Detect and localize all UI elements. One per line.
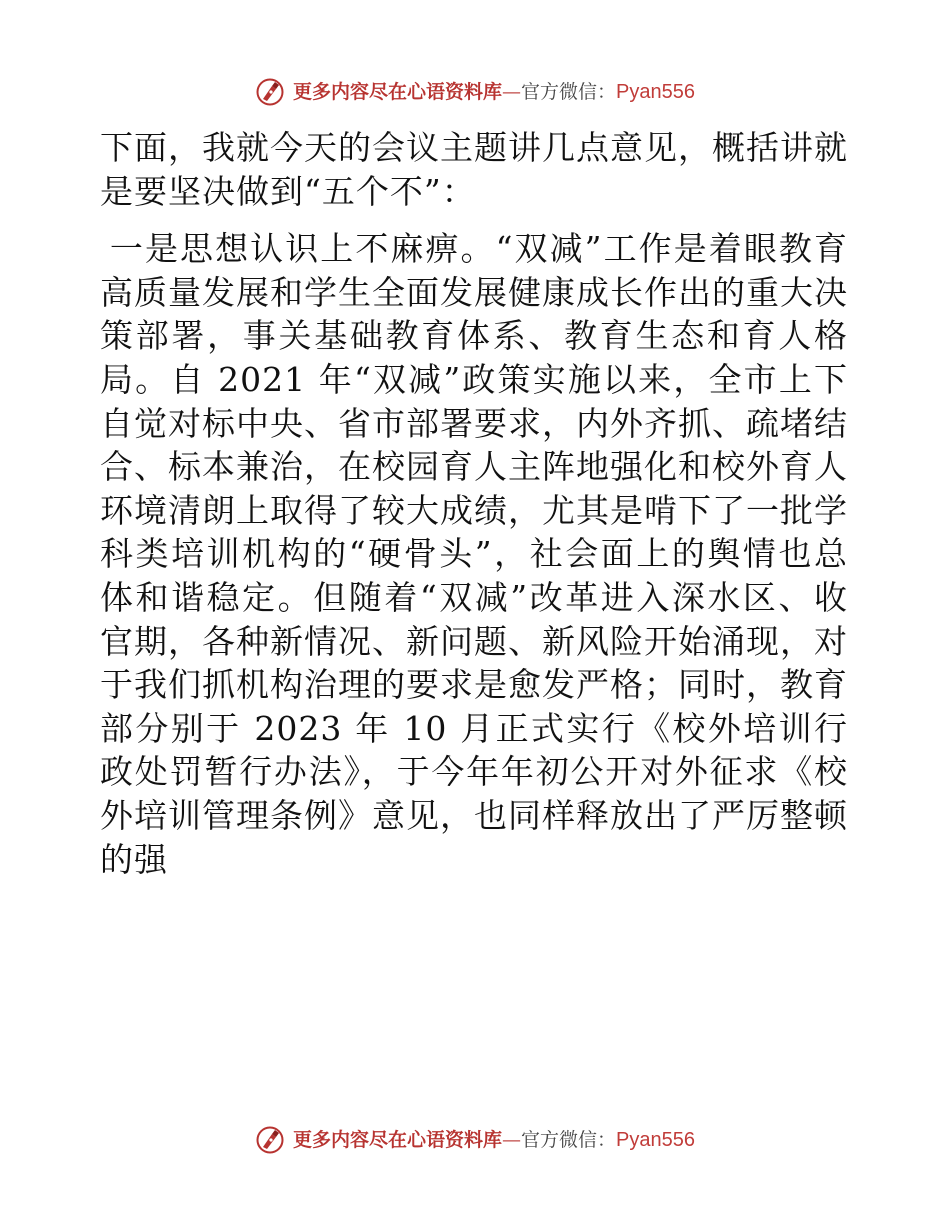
watermark-wechat-id: Pyan556 [616,1129,695,1151]
header-watermark [0,72,950,112]
pen-nib-logo-icon [255,77,285,107]
watermark-wechat-id: Pyan556 [616,81,695,103]
document-body [100,126,848,881]
footer-watermark [0,1120,950,1160]
watermark-wechat-label: 官方微信： [521,80,617,103]
watermark-main-text: 更多内容尽在心语资料库 [293,80,503,103]
watermark-text [293,1130,695,1150]
pen-nib-logo-icon [255,1125,285,1155]
watermark-separator: — [502,1128,522,1151]
paragraph-intro: 下面，我就今天的会议主题讲几点意见，概括讲就是要坚决做到“五个不”： [100,128,848,211]
watermark-separator: — [502,80,522,103]
watermark-main-text: 更多内容尽在心语资料库 [293,1128,503,1151]
watermark-wechat-label: 官方微信： [521,1128,617,1151]
watermark-text [293,82,695,102]
paragraph-point-one: 一是思想认识上不麻痹。“双减”工作是着眼教育高质量发展和学生全面发展健康成长作出的重大决策部署，事关基础教育体系、教育生态和育人格局。自 2021 年“双减”政策实施以来，全市上下自觉对标中央、省市部署要求，内外齐抓、疏堵结合、标本兼治，在校园育人主阵地强化和校外育人环境清朗上取得了较大成绩，尤其是啃下了一批学科类培训机构的“硬骨头”，社会面上的舆情也总体和谐稳定。但随着“双减”改革进入深水区、收官期，各种新情况、新问题、新风险开始涌现，对于我们抓机构治理的要求是愈发严格；同时，教育部分别于 2023 年 10 月正式实行《校外培训行政处罚暂行办法》，于今年年初公开对外征求《校外培训管理条例》意见，也同样释放出了严厉整顿的强 [100,229,848,879]
